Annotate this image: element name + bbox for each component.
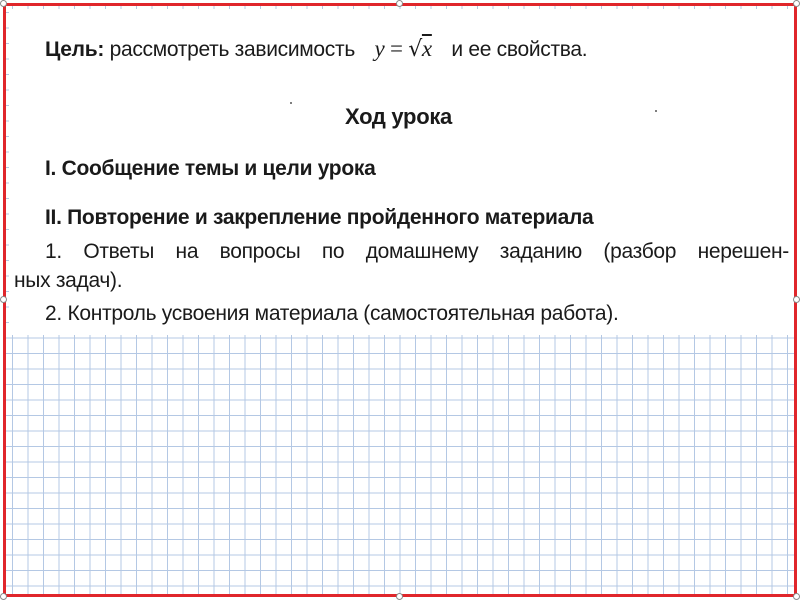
resize-handle-left[interactable] (0, 296, 7, 303)
section-2-title: II. Повторение и закрепление пройденного материала (45, 206, 594, 229)
word: 1. (45, 240, 62, 263)
formula-y: y (374, 36, 385, 61)
item-1-line-2: ных задач). (14, 269, 123, 292)
word: заданию (499, 240, 582, 263)
resize-handle-bottom-right[interactable] (793, 593, 800, 600)
resize-handle-top-right[interactable] (793, 0, 800, 7)
resize-handle-bottom-left[interactable] (0, 593, 7, 600)
word: вопросы (219, 240, 301, 263)
resize-handle-top[interactable] (396, 0, 403, 7)
goal-label: Цель: (45, 38, 105, 61)
section-1-title: I. Сообщение темы и цели урока (45, 157, 376, 180)
goal-line (45, 36, 587, 62)
lesson-text-panel (9, 9, 797, 335)
speck (290, 102, 292, 104)
word: по (321, 240, 345, 263)
item-1-line-1 (45, 240, 789, 264)
speck (655, 110, 657, 112)
item-2: 2. Контроль усвоения материала (самостоятельная работа). (45, 302, 619, 325)
word: на (175, 240, 199, 263)
resize-handle-top-left[interactable] (0, 0, 7, 7)
word: нерешен- (697, 240, 789, 263)
formula-equals: = (389, 36, 403, 61)
word: (разбор (603, 240, 677, 263)
goal-text: рассмотреть зависимость (109, 38, 355, 61)
goal-text-end: и ее свойства. (451, 38, 588, 61)
resize-handle-right[interactable] (793, 296, 800, 303)
formula-x: x (421, 36, 432, 61)
word: Ответы (83, 240, 155, 263)
resize-handle-bottom[interactable] (396, 593, 403, 600)
word: домашнему (365, 240, 479, 263)
sqrt-symbol: √ (408, 37, 422, 62)
slide-frame (3, 3, 797, 597)
page-heading: Ход урока (345, 104, 452, 129)
